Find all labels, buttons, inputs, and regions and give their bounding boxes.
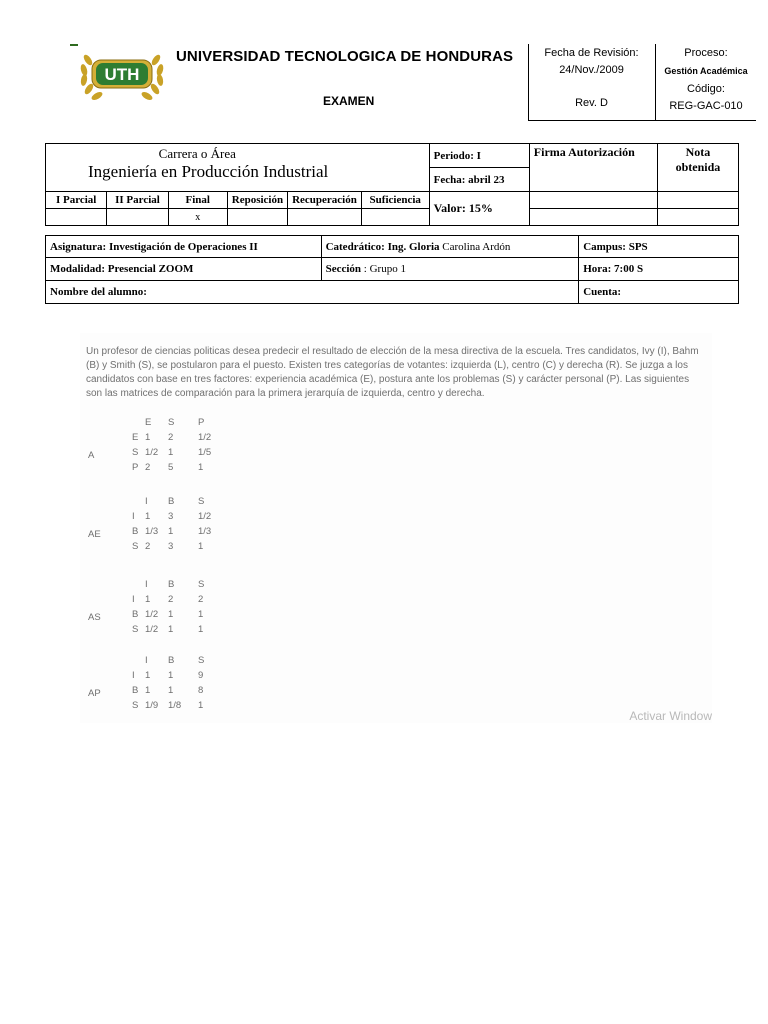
matrix-row-header: I	[132, 511, 135, 522]
matrix-col-header: S	[198, 655, 205, 666]
process-label: Proceso:	[684, 47, 728, 59]
problem-statement: Un profesor de ciencias politicas desea predecir el resultado de elección de la mesa directiva de la escuela. Tres candidatos, Ivy (I), Bahm (B) y Smith (S), se postularon para el puesto. Existen tres categorías de votantes: izquierda (L), centro (C) y derecha (R). Se juzga a los candidatos con base en tres factores: experiencia académica (E), postura ante los problemas (S) y carácter personal (P). Las siguientes son las matrices de comparación para la primera jerarquía de izquierda, centro y derecha.	[86, 346, 699, 399]
matrix-cell: 1/2	[145, 609, 159, 620]
hour-cell: Hora: 7:00 S	[579, 258, 739, 281]
teacher-label: Catedrático: Ing. Gloria	[325, 240, 440, 253]
career-cell	[46, 144, 430, 192]
subject-cell: Asignatura: Investigación de Operaciones II	[46, 236, 322, 258]
course-info-table	[45, 235, 739, 304]
col-recovery: Recuperación	[288, 192, 362, 209]
matrix-row-header: E	[132, 432, 139, 443]
matrix-col-header: S	[198, 496, 205, 507]
signature-auth-label: Firma Autorización	[529, 144, 657, 192]
recovery-mark	[288, 209, 362, 226]
matrix-cell: 1	[198, 700, 204, 711]
matrix-cell: 1/9	[145, 700, 159, 711]
value-cell: Valor: 15%	[429, 192, 529, 226]
matrix-cell: 1	[168, 526, 174, 537]
matrix-cell: 1	[198, 609, 204, 620]
matrix-col-header: B	[168, 496, 175, 507]
first-partial-mark	[46, 209, 107, 226]
matrix-cell: 1/2	[198, 432, 212, 443]
code-label: Código:	[687, 83, 725, 95]
campus-cell: Campus: SPS	[579, 236, 739, 258]
matrix-name: AS	[88, 612, 101, 623]
matrix-cell: 2	[145, 462, 151, 473]
matrix-cell: 1/3	[198, 526, 212, 537]
matrix-col-header: B	[168, 579, 175, 590]
date-cell: Fecha: abril 23	[429, 168, 529, 192]
matrix-row-header: I	[132, 670, 135, 681]
matrix-cell: 1	[168, 624, 174, 635]
signature-cell-top	[529, 192, 657, 209]
revision-date-label: Fecha de Revisión:	[544, 47, 639, 59]
matrix-name: AE	[88, 529, 101, 540]
career-value: Ingeniería en Producción Industrial	[88, 162, 329, 181]
teacher-cell	[321, 236, 579, 258]
matrix-col-header: S	[198, 579, 205, 590]
matrix-cell: 1/5	[198, 447, 212, 458]
matrix-cell: 1	[198, 462, 204, 473]
matrix-cell: 1	[168, 685, 174, 696]
process-value: Gestión Académica	[664, 66, 748, 76]
col-replacement: Reposición	[227, 192, 287, 209]
section-cell	[321, 258, 579, 281]
signature-cell-bottom	[529, 209, 657, 226]
matrix-col-header: E	[145, 417, 152, 428]
matrix-cell: 1	[168, 609, 174, 620]
matrix-col-header: B	[168, 655, 175, 666]
replacement-mark	[227, 209, 287, 226]
matrix-cell: 2	[198, 594, 204, 605]
university-title: UNIVERSIDAD TECNOLOGICA DE HONDURAS	[176, 48, 514, 65]
matrix-row-header: B	[132, 685, 139, 696]
revision-number: Rev. D	[575, 97, 608, 109]
matrix-row-header: I	[132, 594, 135, 605]
matrix-cell: 2	[168, 594, 174, 605]
section-label: Sección	[325, 263, 362, 275]
matrix-cell: 5	[168, 462, 174, 473]
matrix-cell: 1/2	[198, 511, 212, 522]
matrix-col-header: I	[145, 655, 148, 666]
uth-logo	[78, 46, 166, 102]
logo-text: UTH	[104, 65, 140, 84]
matrix-cell: 1	[198, 624, 204, 635]
activation-watermark: Activar Window	[629, 709, 712, 723]
period-cell: Periodo: I	[429, 144, 529, 168]
matrix-col-header: P	[198, 417, 205, 428]
section-value: : Grupo 1	[361, 263, 406, 275]
matrix-cell: 1	[145, 594, 151, 605]
career-table	[45, 143, 739, 226]
account-cell: Cuenta:	[579, 281, 739, 304]
final-mark: x	[168, 209, 227, 226]
matrix-cell: 3	[168, 511, 174, 522]
matrix-cell: 2	[168, 432, 174, 443]
matrix-cell: 1/2	[145, 447, 159, 458]
matrix-cell: 8	[198, 685, 204, 696]
grade-obtained-label: Nota obtenida	[657, 144, 738, 192]
student-name-cell: Nombre del alumno:	[46, 281, 579, 304]
header-bottom-line	[528, 120, 756, 121]
code-value: REG-GAC-010	[669, 100, 743, 112]
matrix-cell: 1	[145, 685, 151, 696]
problem-image	[80, 333, 712, 723]
matrix-col-header: I	[145, 496, 148, 507]
matrix-row-header: S	[132, 700, 139, 711]
col-sufficiency: Suficiencia	[361, 192, 429, 209]
matrix-cell: 2	[145, 541, 151, 552]
matrix-cell: 1/8	[168, 700, 182, 711]
matrix-cell: 3	[168, 541, 174, 552]
grade-cell-bottom	[657, 209, 738, 226]
sufficiency-mark	[361, 209, 429, 226]
matrix-cell: 1	[145, 432, 151, 443]
col-final: Final	[168, 192, 227, 209]
matrix-row-header: B	[132, 526, 139, 537]
matrix-row-header: B	[132, 609, 139, 620]
matrix-row-header: S	[132, 447, 139, 458]
header-accent-line	[70, 44, 78, 46]
matrix-cell: 1/2	[145, 624, 159, 635]
matrix-cell: 9	[198, 670, 204, 681]
revision-date-value: 24/Nov./2009	[559, 64, 624, 76]
matrix-row-header: S	[132, 624, 139, 635]
col-first-partial: I Parcial	[46, 192, 107, 209]
teacher-name: Carolina Ardón	[439, 240, 511, 253]
matrix-row-header: P	[132, 462, 139, 473]
matrix-cell: 1	[168, 447, 174, 458]
matrix-cell: 1	[145, 670, 151, 681]
modality-cell: Modalidad: Presencial ZOOM	[46, 258, 322, 281]
second-partial-mark	[107, 209, 168, 226]
career-label: Carrera o Área	[158, 146, 236, 161]
matrix-name: AP	[88, 688, 101, 699]
matrix-cell: 1	[168, 670, 174, 681]
col-second-partial: II Parcial	[107, 192, 168, 209]
matrix-name: A	[88, 450, 95, 461]
matrix-cell: 1/3	[145, 526, 159, 537]
grade-cell-top	[657, 192, 738, 209]
exam-title: EXAMEN	[323, 94, 375, 108]
matrix-col-header: I	[145, 579, 148, 590]
matrix-cell: 1	[198, 541, 204, 552]
matrix-row-header: S	[132, 541, 139, 552]
matrix-col-header: S	[168, 417, 175, 428]
matrix-cell: 1	[145, 511, 151, 522]
